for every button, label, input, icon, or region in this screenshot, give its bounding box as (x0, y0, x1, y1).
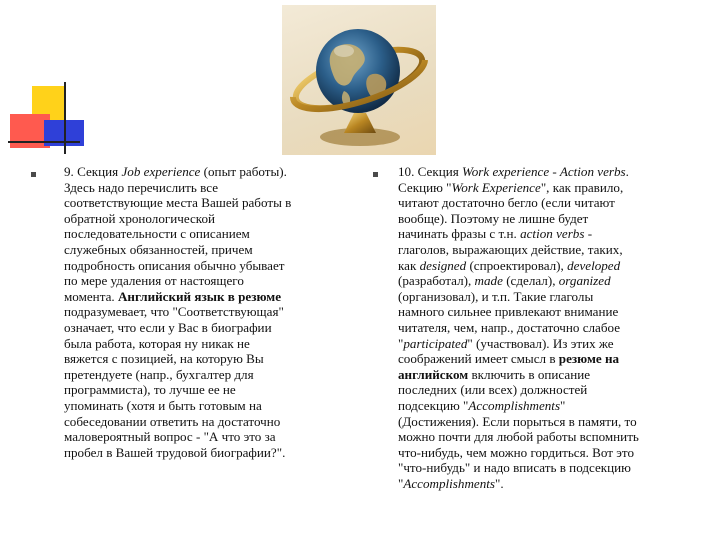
text-segment: ", как правило, (540, 179, 624, 195)
text-segment: претендуете (напр., бухгалтер для (64, 366, 254, 382)
text-segment: по мере удаления от настоящего (64, 273, 244, 289)
bold-phrase: английском (398, 366, 469, 382)
text-segment: читают достаточно бегло (если читают (398, 195, 615, 211)
bullet-marker-left (31, 172, 36, 177)
text-segment: (спроектировал), (466, 257, 568, 273)
text-line (398, 304, 700, 320)
text-segment: (сделал), (502, 273, 559, 289)
text-segment: " (560, 397, 566, 413)
italic-term: made (474, 273, 503, 289)
text-line (398, 476, 700, 492)
italic-term: Work experience - Action verbs (462, 164, 626, 179)
text-segment: Секцию " (398, 179, 452, 195)
bullet-marker-right (373, 172, 378, 177)
text-line (64, 414, 364, 430)
italic-term: Accomplishments (468, 397, 561, 413)
text-segment: (организовал), и т.п. Такие глаголы (398, 288, 594, 304)
text-line (64, 382, 364, 398)
italic-term: organized (558, 273, 611, 289)
text-segment: ". (495, 475, 504, 491)
text-segment: . (625, 164, 629, 179)
text-segment: (Достижения). Если порыться в памяти, то (398, 413, 637, 429)
left-column-text (64, 164, 364, 460)
text-segment: Здесь надо перечислить все (64, 179, 219, 195)
text-segment: 10. Секция (398, 164, 463, 179)
text-line (64, 336, 364, 352)
text-line (64, 211, 364, 227)
text-segment: была работа, которая ну никак не (64, 335, 250, 351)
text-line (64, 242, 364, 258)
text-segment: соответствующие места Вашей работы в (64, 195, 292, 211)
text-segment: (разработал), (398, 273, 475, 289)
text-line (64, 320, 364, 336)
text-segment: 9. Секция (64, 164, 122, 179)
text-line (398, 273, 700, 289)
text-line (398, 242, 700, 258)
italic-term: Accomplishments (403, 475, 495, 491)
bold-phrase: Английский язык в резюме (117, 288, 282, 304)
text-segment: пробел в Вашей трудовой биографии?". (64, 444, 286, 460)
text-line (398, 226, 700, 242)
text-segment: подробность описания обычно убывает (64, 257, 285, 273)
text-segment: упоминать (хотя и быть готовым на (64, 397, 262, 413)
text-segment: последних (или всех) должностей (398, 382, 588, 398)
text-line (64, 195, 364, 211)
text-segment: последовательности с описанием (64, 226, 250, 242)
text-segment: "что-нибудь" и надо вписать в подсекцию (398, 460, 631, 476)
text-segment: подсекцию " (398, 397, 469, 413)
text-segment: служебных обязанностей, причем (64, 241, 253, 257)
text-segment: " (участвовал). Из этих же (467, 335, 614, 351)
text-line (64, 258, 364, 274)
italic-term: developed (567, 257, 621, 273)
globe-icon (282, 5, 436, 155)
text-segment: момента. (64, 288, 118, 304)
text-line (64, 304, 364, 320)
text-line (398, 414, 700, 430)
text-line (64, 289, 364, 305)
text-segment: как (398, 257, 420, 273)
text-line (64, 445, 364, 461)
text-segment: " (398, 335, 404, 351)
text-line (64, 429, 364, 445)
text-segment: включить в описание (468, 366, 591, 382)
text-segment: можно почти для любой работы вспомнить (398, 429, 639, 445)
italic-term: action verbs (520, 226, 585, 242)
italic-term: designed (419, 257, 467, 273)
text-line (398, 289, 700, 305)
text-segment: подразумевает, что "Соответствующая" (64, 304, 284, 320)
text-segment: глаголов, выражающих действие, таких, (398, 241, 623, 257)
text-segment: намного сильнее привлекают внимание (398, 304, 619, 320)
text-line (398, 367, 700, 383)
bold-phrase: резюме на (558, 351, 620, 367)
text-line (64, 273, 364, 289)
text-line (398, 164, 700, 180)
text-segment: - (584, 226, 593, 242)
text-line (64, 351, 364, 367)
text-line (64, 164, 364, 180)
text-segment: программиста), то лучше ее не (64, 382, 236, 398)
text-line (64, 180, 364, 196)
text-line (398, 211, 700, 227)
text-line (398, 460, 700, 476)
italic-term: Work Experience (451, 179, 541, 195)
text-line (64, 226, 364, 242)
text-segment: означает, что если у Вас в биографии (64, 319, 272, 335)
text-line (398, 336, 700, 352)
decor-vertical-line (64, 82, 66, 154)
text-line (398, 320, 700, 336)
text-segment: (опыт работы). (200, 164, 287, 179)
text-line (398, 180, 700, 196)
italic-term: Job experience (121, 164, 201, 179)
text-line (398, 398, 700, 414)
text-segment: маловероятный вопрос - "А что это за (64, 429, 276, 445)
text-segment: обратной хронологической (64, 210, 216, 226)
decor-horizontal-line (8, 141, 80, 143)
text-line (398, 382, 700, 398)
text-line (398, 258, 700, 274)
text-line (398, 351, 700, 367)
text-line (398, 429, 700, 445)
text-line (398, 445, 700, 461)
text-segment: соображений имеет смысл в (398, 351, 559, 367)
text-segment: " (398, 475, 404, 491)
text-line (398, 195, 700, 211)
right-column-text (398, 164, 700, 491)
italic-term: participated (403, 335, 468, 351)
text-segment: собеседовании ответить на достаточно (64, 413, 281, 429)
text-line (64, 367, 364, 383)
text-segment: вообще). Поэтому не лишне будет (398, 210, 589, 226)
text-segment: что-нибудь, чем можно гордиться. Вот это (398, 444, 634, 460)
text-segment: вяжется с позицией, на которую Вы (64, 351, 264, 367)
text-segment: начинать фразы с т.н. (398, 226, 521, 242)
text-segment: читателя, чем, напр., достаточно слабое (398, 319, 621, 335)
text-line (64, 398, 364, 414)
